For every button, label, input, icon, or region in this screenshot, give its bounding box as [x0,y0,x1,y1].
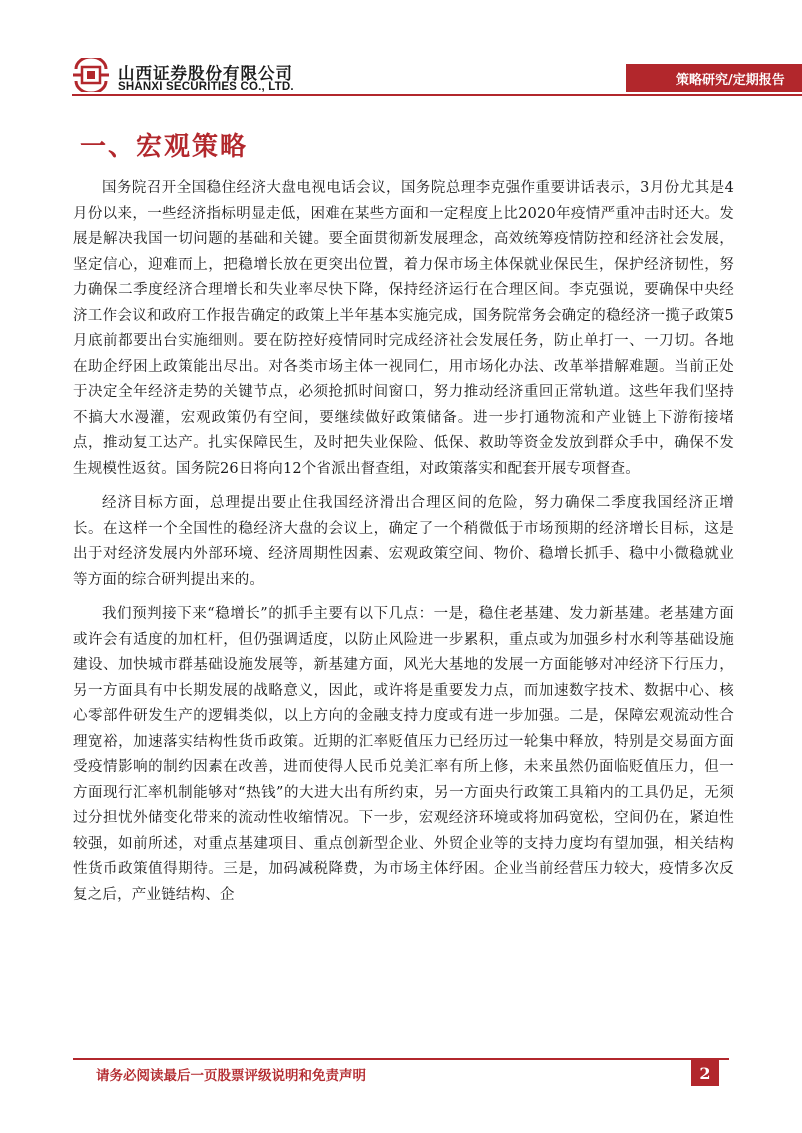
paragraph-3: 我们预判接下来“稳增长”的抓手主要有以下几点：一是，稳住老基建、发力新基建。老基建方面或许会有适度的加杠杆，但仍强调适度，以防止风险进一步累积，重点或为加强乡村水利等基础设施建设、加快城市群基础设施发展等，新基建方面，风光大基地的发展一方面能够对冲经济下行压力，另一方面具有中长期发展的战略意义，因此，或许将是重要发力点，而加速数字技术、数据中心、核心零部件研发生产的逻辑类似，以上方向的金融支持力度或有进一步加强。二是，保障宏观流动性合理宽裕，加速落实结构性货币政策。近期的汇率贬值压力已经历过一轮集中释放，特别是交易面方面受疫情影响的制约因素在改善，进而使得人民币兑美汇率有所上修，未来虽然仍面临贬值压力，但一方面现行汇率机制能够对“热钱”的大进大出有所约束，另一方面央行政策工具箱内的工具仍足，无须过分担忧外储变化带来的流动性收缩情况。下一步，宏观经济环境或将加码宽松，空间仍在，紧迫性较强，如前所述，对重点基建项目、重点创新型企业、外贸企业等的支持力度均有望加强，相关结构性货币政策值得期待。三是，加码减税降费，为市场主体纾困。企业当前经营压力较大，疫情多次反复之后，产业链结构、企 [73,606,734,903]
report-type-tag: 策略研究/定期报告 [626,64,802,92]
page-number: 2 [691,1060,719,1086]
company-name-en: SHANXI SECURITIES CO., LTD. [118,81,294,93]
shanxi-securities-logo-icon [71,58,111,92]
report-body [73,176,734,917]
section-title: 一、宏观策略 [80,132,249,162]
disclaimer-notice: 请务必阅读最后一页股票评级说明和免责声明 [96,1068,366,1084]
page-header [0,0,802,104]
company-name-cn: 山西证券股份有限公司 [118,64,293,83]
paragraph-1: 国务院召开全国稳住经济大盘电视电话会议，国务院总理李克强作重要讲话表示，3月份尤其是4月份以来，一些经济指标明显走低，困难在某些方面和一定程度上比2020年疫情严重冲击时还大。发展是解决我国一切问题的基础和关键。要全面贯彻新发展理念，高效统筹疫情防控和经济社会发展，坚定信心，迎难而上，把稳增长放在更突出位置，着力保市场主体保就业保民生，保护经济韧性，努力确保二季度经济合理增长和失业率尽快下降，保持经济运行在合理区间。李克强说，要确保中央经济工作会议和政府工作报告确定的政策上半年基本实施完成，国务院常务会确定的稳经济一揽子政策5月底前都要出台实施细则。要在防控好疫情同时完成经济社会发展任务，防止单打一、一刀切。各地在助企纾困上政策能出尽出。对各类市场主体一视同仁，用市场化办法、改革举措解难题。当前正处于决定全年经济走势的关键节点，必须抢抓时间窗口，努力推动经济重回正常轨道。这些年我们坚持不搞大水漫灌，宏观政策仍有空间，要继续做好政策储备。进一步打通物流和产业链上下游衔接堵点，推动复工达产。扎实保障民生，及时把失业保险、低保、救助等资金发放到群众手中，确保不发生规模性返贫。国务院26日将向12个省派出督查组，对政策落实和配套开展专项督查。 [73,180,734,477]
footer-divider [73,1058,729,1060]
header-divider [72,94,802,96]
paragraph-2: 经济目标方面，总理提出要止住我国经济滑出合理区间的危险，努力确保二季度我国经济正增长。在这样一个全国性的稳经济大盘的会议上，确定了一个稍微低于市场预期的经济增长目标，这是出于对经济发展内外部环境、经济周期性因素、宏观政策空间、物价、稳增长抓手、稳中小微稳就业等方面的综合研判提出来的。 [73,495,734,588]
